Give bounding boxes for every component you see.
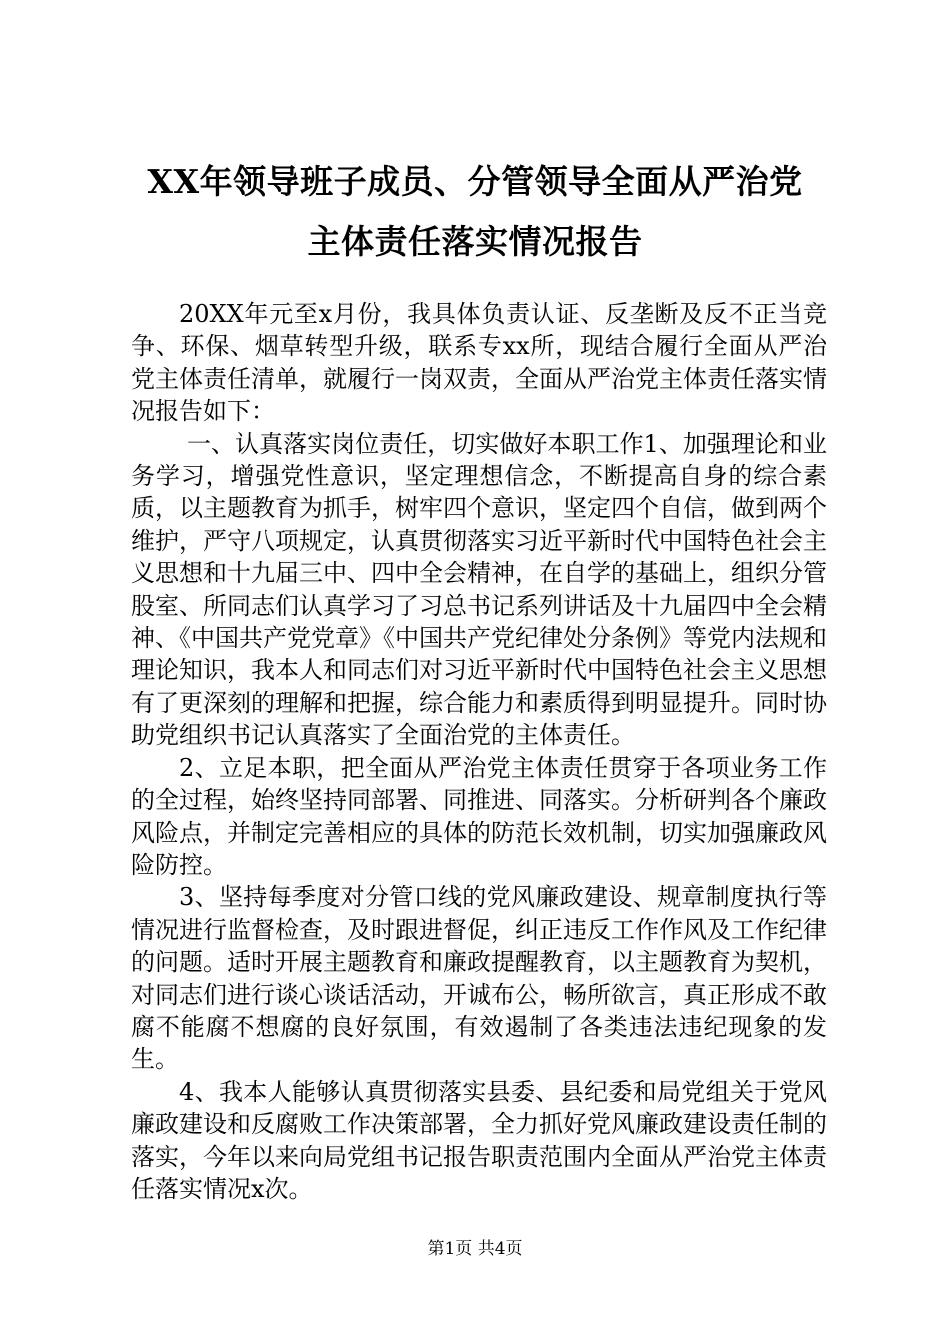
page-footer: 第1页 共4页 <box>427 1239 523 1259</box>
document-body <box>131 298 827 1205</box>
paragraph-section-1: 一、认真落实岗位责任，切实做好本职工作1、加强理论和业务学习，增强党性意识，坚定理想信念，不断提高自身的综合素质，以主题教育为抓手，树牢四个意识，坚定四个自信，做到两个维护，严守八项规定，认真贯彻落实习近平新时代中国特色社会主义思想和十九届三中、四中全会精神，在自学的基础上，组织分管股室、所同志们认真学习了习总书记系列讲话及十九届四中全会精神、《中国共产党党章》《中国共产党纪律处分条例》等党内法规和理论知识，我本人和同志们对习近平新时代中国特色社会主义思想有了更深刻的理解和把握，综合能力和素质得到明显提升。同时协助党组织书记认真落实了全面治党的主体责任。 <box>131 429 827 750</box>
paragraph-intro: 20XX年元至x月份，我具体负责认证、反垄断及反不正当竞争、环保、烟草转型升级，联系专xx所，现结合履行全面从严治党主体责任清单，就履行一岗双责，全面从严治党主体责任落实情况报告如下： <box>131 300 827 426</box>
document-title-line-2: 主体责任落实情况报告 <box>307 222 643 261</box>
paragraph-item-3: 3、坚持每季度对分管口线的党风廉政建设、规章制度执行等情况进行监督检查，及时跟进督促，纠正违反工作作风及工作纪律的问题。适时开展主题教育和廉政提醒教育，以主题教育为契机，对同志们进行谈心谈话活动，开诚布公，畅所欲言，真正形成不敢腐不能腐不想腐的良好氛围，有效遏制了各类违法违纪现象的发生。 <box>131 883 827 1074</box>
document-title-line-1: XX年领导班子成员、分管领导全面从严治党 <box>147 162 803 201</box>
paragraph-item-4: 4、我本人能够认真贯彻落实县委、县纪委和局党组关于党风廉政建设和反腐败工作决策部署，全力抓好党风廉政建设责任制的落实，今年以来向局党组书记报告职责范围内全面从严治党主体责任落实情况x次。 <box>131 1077 827 1203</box>
paragraph-item-2: 2、立足本职，把全面从严治党主体责任贯穿于各项业务工作的全过程，始终坚持同部署、同推进、同落实。分析研判各个廉政风险点，并制定完善相应的具体的防范长效机制，切实加强廉政风险防控。 <box>131 753 827 879</box>
